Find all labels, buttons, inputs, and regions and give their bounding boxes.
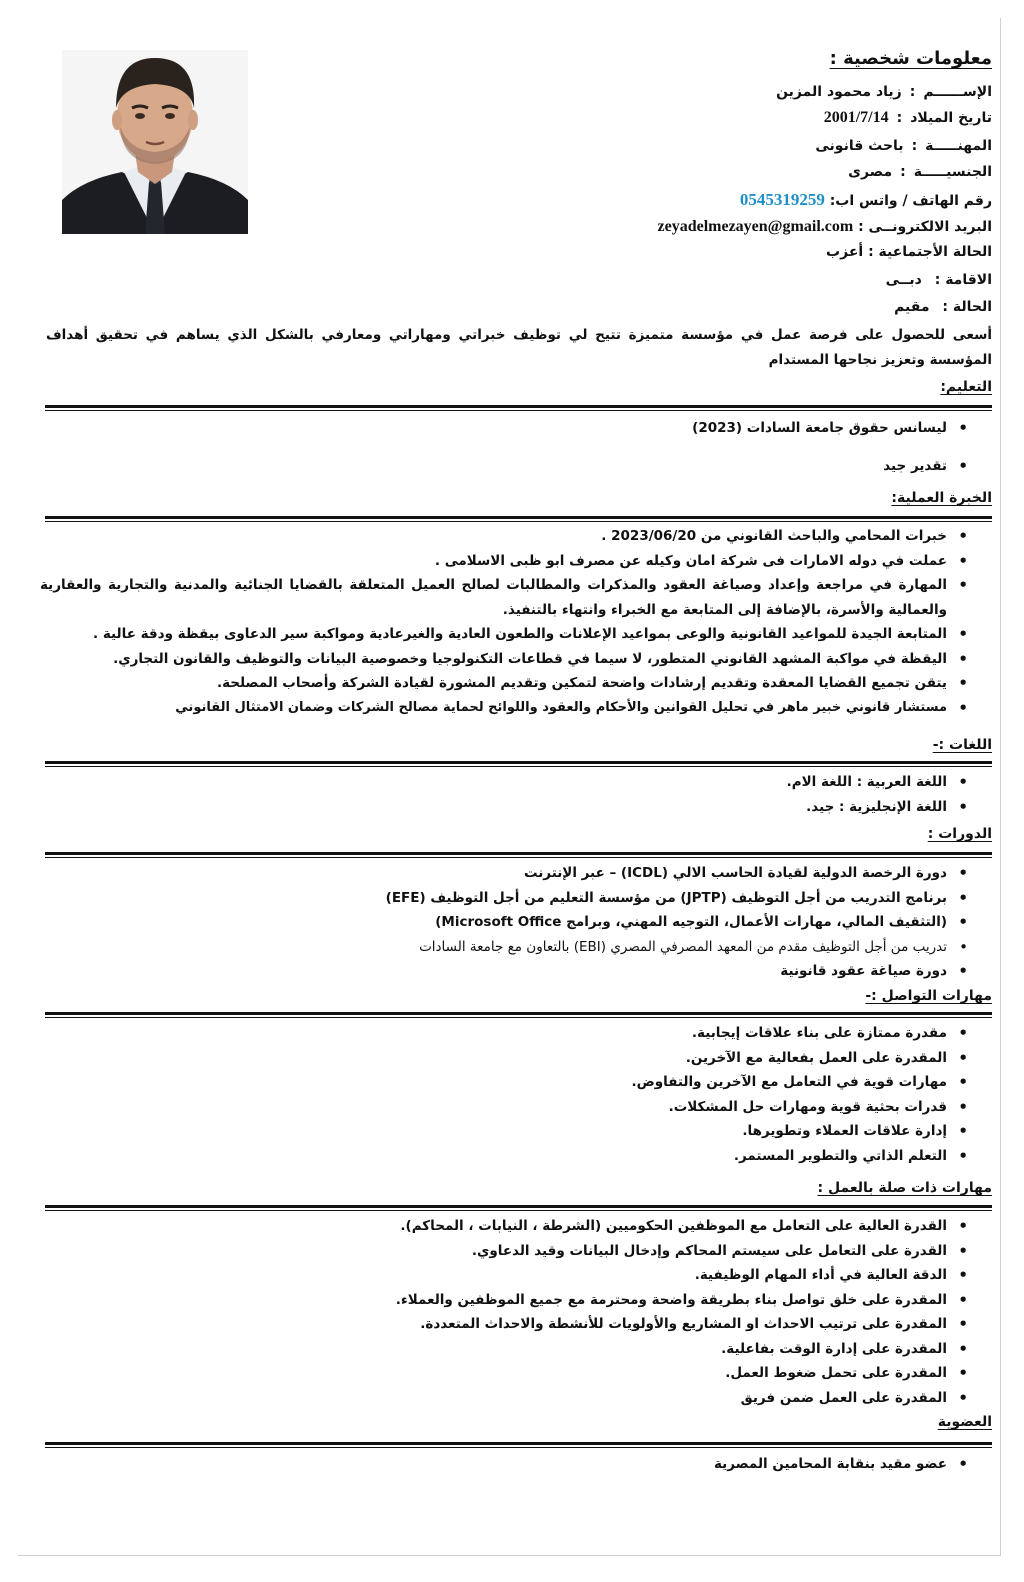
email-value[interactable]: zeyadelmezayen@gmail.com xyxy=(657,218,854,235)
email-label: البريد الالكترونــى : xyxy=(858,219,992,235)
phone-value[interactable]: 0545319259 xyxy=(739,190,825,209)
separator: : xyxy=(900,164,906,180)
dob-row xyxy=(824,108,992,128)
experience-item: • اليقظة في مواكبة المشهد القانوني المتطور، لا سيما في قطاعات التكنولوجيا وخصوصية البيانات والتوظيف والقانون التجاري. xyxy=(40,647,992,672)
objective-text: أسعى للحصول على فرصة عمل في مؤسسة متميزة تتيح لي توظيف خبراتي ومهاراتي ومعارفي بالشكل الذي يساهم في تحقيق أهداف المؤسسة وتعزيز نجاحها المستدام xyxy=(46,327,992,368)
phone-label: رقم الهاتف / واتس اب: xyxy=(829,193,992,209)
profile-photo xyxy=(62,50,248,234)
dob-label: تاريخ الميلاد xyxy=(910,110,992,126)
languages-title: اللغات :- xyxy=(932,737,992,753)
education-item: • ليسانس حقوق جامعة السادات (2023) xyxy=(40,416,992,441)
name-value: زياد محمود المزين xyxy=(776,84,902,100)
job-skill-item: • المقدرة على تحمل ضغوط العمل. xyxy=(40,1361,992,1386)
residence-label: الاقامة : xyxy=(934,272,992,288)
membership-title: العضوية xyxy=(937,1414,992,1430)
job-skill-item: • المقدرة على العمل ضمن فريق xyxy=(40,1386,992,1411)
marital-value: أعزب xyxy=(826,244,864,260)
experience-item: • يتقن تجميع القضايا المعقدة وتقديم إرشادات واضحة لتمكين وتقديم المشورة لقيادة الشركة وأصحاب المصلحة. xyxy=(40,671,992,696)
experience-title: الخبرة العملية: xyxy=(891,490,992,506)
job-skill-item: • القدرة العالية على التعامل مع الموظفين الحكوميين (الشرطة ، النيابات ، المحاكم). xyxy=(40,1214,992,1239)
page-border-right xyxy=(1000,18,1001,1556)
languages-list xyxy=(40,770,992,819)
communication-item: • مقدرة ممتازة على بناء علاقات إيجابية. xyxy=(40,1021,992,1046)
communication-title: مهارات التواصل :- xyxy=(865,988,992,1004)
section-divider xyxy=(45,1012,992,1018)
experience-item: • المهارة في مراجعة وإعداد وصياغة العقود والمذكرات والمطالبات لصالح العميل المتعلقة بالقضايا الجنائية والمدنية والتجارية والعقارية والعمالية والأسرة، بالإضافة إلى المتابعة مع الخبراء وانتهاء بالتنفيذ. xyxy=(40,573,992,622)
separator: : xyxy=(896,110,903,126)
education-item: • تقدير جيد xyxy=(40,454,992,479)
experience-list xyxy=(40,524,992,720)
section-divider xyxy=(45,852,992,858)
section-divider xyxy=(45,761,992,767)
experience-item: • خبرات المحامي والباحث القانوني من 2023/06/20 . xyxy=(40,524,992,549)
course-item: • دورة الرخصة الدولية لقيادة الحاسب الالي (ICDL) – عبر الإنترنت xyxy=(40,861,992,886)
membership-item: • عضو مقيد بنقابة المحامين المصرية xyxy=(40,1452,992,1477)
status-value: مقيم xyxy=(894,299,930,315)
profile-photo-illustration xyxy=(62,50,248,234)
nationality-label: الجنسيـــــة xyxy=(913,164,992,180)
language-item: • اللغة العربية : اللغة الام. xyxy=(40,770,992,795)
communication-item: • المقدرة على العمل بفعالية مع الآخرين. xyxy=(40,1046,992,1071)
separator: : xyxy=(909,84,916,100)
separator: : xyxy=(911,138,918,154)
dob-value: 2001/7/14 xyxy=(823,109,889,126)
email-row xyxy=(657,217,992,237)
section-divider xyxy=(45,516,992,522)
communication-item: • التعلم الذاتي والتطوير المستمر. xyxy=(40,1144,992,1169)
experience-item: • المتابعة الجيدة للمواعيد القانونية والوعى بمواعيد الإعلانات والطعون العادية والغيرعادية ومواكبة سير الدعاوى بيقظة ودقة عالية . xyxy=(40,622,992,647)
marital-label: الحالة الأجتماعية : xyxy=(868,244,992,260)
section-divider xyxy=(45,405,992,411)
communication-list xyxy=(40,1021,992,1168)
job-skills-title: مهارات ذات صلة بالعمل : xyxy=(817,1180,992,1196)
phone-row xyxy=(740,190,992,211)
nationality-row xyxy=(848,162,992,182)
education-title: التعليم: xyxy=(940,379,992,395)
residence-row xyxy=(886,270,992,290)
personal-info-title: معلومات شخصية : xyxy=(829,48,992,69)
name-label: الإســــــم xyxy=(923,84,992,100)
section-divider xyxy=(45,1205,992,1211)
name-row xyxy=(776,82,992,102)
job-label: المهنـــــة xyxy=(925,138,992,154)
job-skill-item: • الدقة العالية في أداء المهام الوظيفية. xyxy=(40,1263,992,1288)
marital-row xyxy=(826,242,992,262)
education-list xyxy=(40,416,992,478)
status-row xyxy=(894,297,992,317)
communication-item: • مهارات قوية في التعامل مع الآخرين والتفاوض. xyxy=(40,1070,992,1095)
page-border-bottom xyxy=(18,1555,1001,1556)
nationality-value: مصرى xyxy=(848,164,893,180)
job-skill-item: • المقدرة على ترتيب الاحداث او المشاريع والأولويات للأنشطة والاحداث المتعددة. xyxy=(40,1312,992,1337)
job-skill-item: • القدرة على التعامل على سيستم المحاكم وإدخال البيانات وقيد الدعاوي. xyxy=(40,1239,992,1264)
job-row xyxy=(815,136,992,156)
course-item: • دورة صياغة عقود قانونية xyxy=(40,959,992,984)
job-skill-item: • المقدرة على إدارة الوقت بفاعلية. xyxy=(40,1337,992,1362)
job-skill-item: • المقدرة على خلق تواصل بناء بطريقة واضحة ومحترمة مع جميع الموظفين والعملاء. xyxy=(40,1288,992,1313)
membership-list xyxy=(40,1452,992,1477)
residence-value: دبــى xyxy=(885,272,922,288)
job-value: باحث قانونى xyxy=(815,138,904,154)
status-label: الحالة : xyxy=(942,299,992,315)
job-skills-list xyxy=(40,1214,992,1410)
language-item: • اللغة الإنجليزية : جيد. xyxy=(40,795,992,820)
course-item: • (التثقيف المالي، مهارات الأعمال، التوجيه المهني، وبرامج Microsoft Office) xyxy=(40,910,992,935)
experience-item: • عملت في دوله الامارات فى شركة امان وكيله عن مصرف ابو ظبى الاسلامى . xyxy=(40,549,992,574)
experience-item: • مستشار قانوني خبير ماهر في تحليل القوانين والأحكام والعقود واللوائح لحماية مصالح الشركات وضمان الامتثال القانوني xyxy=(40,696,992,721)
course-item: • تدريب من أجل التوظيف مقدم من المعهد المصرفي المصري (EBI) بالتعاون مع جامعة السادات xyxy=(40,935,992,960)
courses-title: الدورات : xyxy=(927,826,992,842)
course-item: • برنامج التدريب من أجل التوظيف (JPTP) من مؤسسة التعليم من أجل التوظيف (EFE) xyxy=(40,886,992,911)
communication-item: • قدرات بحثية قوية ومهارات حل المشكلات. xyxy=(40,1095,992,1120)
section-divider xyxy=(45,1442,992,1448)
communication-item: • إدارة علاقات العملاء وتطويرها. xyxy=(40,1119,992,1144)
courses-list xyxy=(40,861,992,984)
